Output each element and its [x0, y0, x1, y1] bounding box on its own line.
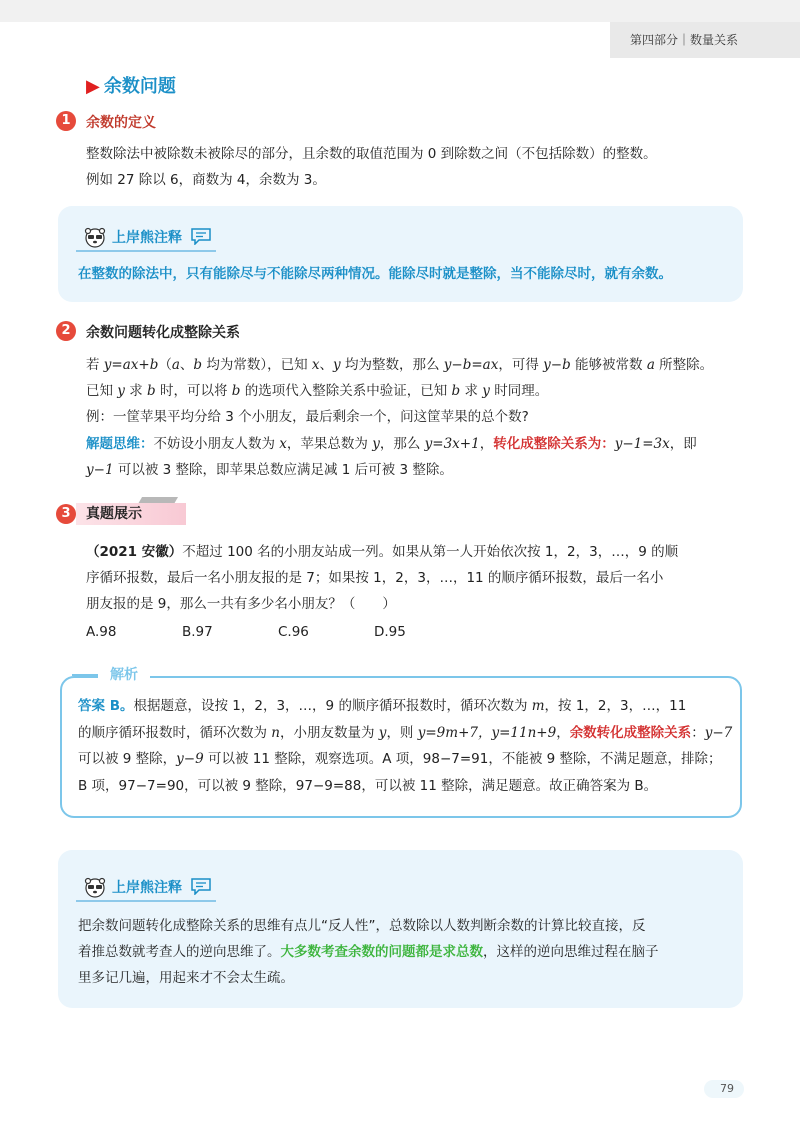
paragraph: y−1 可以被 3 整除，即苹果总数应满足减 1 后可被 3 整除。 [86, 462, 453, 478]
speech-bubble-icon [190, 227, 212, 245]
note-tag-label: 上岸熊注释 [112, 880, 182, 896]
bear-mascot-icon [84, 876, 106, 898]
paragraph: 若 y=ax+b（a、b 均为常数），已知 x、y 均为整数，那么 y−b=ax，可得 y−b 能够被常数 a 所整除。 [86, 357, 714, 373]
note-box [58, 850, 743, 1008]
solution-label: 解题思维： [86, 436, 154, 452]
note-tag-label: 上岸熊注释 [112, 230, 182, 246]
section-title-text: 余数问题 [103, 76, 176, 97]
page-number: 79 [720, 1082, 734, 1095]
number-badge-2: 2 [56, 321, 76, 341]
paragraph: 例如 27 除以 6，商数为 4，余数为 3。 [86, 172, 326, 188]
note-text: 里多记几遍，用起来才不会太生疏。 [78, 970, 294, 986]
number-badge-1: 1 [56, 111, 76, 131]
question-source: （2021 安徽） [86, 544, 183, 560]
highlight-red: 余数转化成整除关系 [569, 725, 692, 741]
note-box [58, 206, 743, 302]
paragraph: 解题思维：不妨设小朋友人数为 x，苹果总数为 y，那么 y=3x+1，转化成整除关系为：y−1=3x，即 [86, 436, 697, 452]
analysis-line: 答案 B。根据题意，设按 1，2，3，…，9 的顺序循环报数时，循环次数为 m，按 1，2，3，…，11 [78, 698, 687, 714]
heading-remainder-to-divisibility: 余数问题转化成整除关系 [86, 325, 240, 341]
note-tag [76, 874, 216, 902]
option-b: B.97 [182, 624, 213, 640]
arrow-icon: ▶ [86, 76, 100, 97]
question-line: （2021 安徽）不超过 100 名的小朋友站成一列。如果从第一人开始依次按 1，2，3，…，9 的顺 [86, 544, 679, 560]
note-tag [76, 224, 216, 252]
running-header: 第四部分｜数量关系 [610, 22, 800, 58]
highlight-green: 大多数考查余数的问题都是求总数 [280, 944, 483, 960]
heading-remainder-definition: 余数的定义 [86, 115, 156, 131]
answer-label: 答案 B。 [78, 698, 134, 714]
highlight-red: 转化成整除关系为： [493, 436, 615, 452]
note-text: 着推总数就考查人的逆向思维了。大多数考查余数的问题都是求总数，这样的逆向思维过程在脑子 [78, 944, 659, 960]
paragraph: 已知 y 求 b 时，可以将 b 的选项代入整除关系中验证，已知 b 求 y 时同理。 [86, 383, 549, 399]
note-text: 在整数的除法中，只有能除尽与不能除尽两种情况。能除尽时就是整除，当不能除尽时，就有余数。 [78, 266, 672, 282]
number-badge-3: 3 [56, 504, 76, 524]
note-text: 把余数问题转化成整除关系的思维有点儿“反人性”，总数除以人数判断余数的计算比较直接，反 [78, 918, 646, 934]
option-a: A.98 [86, 624, 117, 640]
paragraph: 例：一筐苹果平均分给 3 个小朋友，最后剩余一个，问这筐苹果的总个数? [86, 409, 529, 425]
analysis-line: 的顺序循环报数时，循环次数为 n，小朋友数量为 y，则 y=9m+7，y=11n+9，余数转化成整除关系：y−7 [78, 725, 733, 741]
speech-bubble-icon [190, 877, 212, 895]
analysis-line: B 项，97−7=90，可以被 9 整除，97−9=88，可以被 11 整除，满足题意。故正确答案为 B。 [78, 778, 658, 794]
section-title [86, 72, 176, 98]
header-bar [0, 0, 800, 22]
question-line: 朋友报的是 9，那么一共有多少名小朋友？（ ） [86, 596, 396, 612]
bear-mascot-icon [84, 226, 106, 248]
paragraph: 整数除法中被除数未被除尽的部分，且余数的取值范围为 0 到除数之间（不包括除数）的整数。 [86, 146, 657, 162]
option-d: D.95 [374, 624, 406, 640]
option-c: C.96 [278, 624, 309, 640]
analysis-tag: 解析 [98, 664, 150, 686]
analysis-line: 可以被 9 整除，y−9 可以被 11 整除，观察选项。A 项，98−7=91，不能被 9 整除，不满足题意，排除； [78, 751, 722, 767]
heading-real-exam: 真题展示 [76, 503, 186, 525]
analysis-tag-line [72, 674, 98, 676]
question-line: 序循环报数，最后一名小朋友报的是 7；如果按 1，2，3，…，11 的顺序循环报数，最后一名小 [86, 570, 664, 586]
